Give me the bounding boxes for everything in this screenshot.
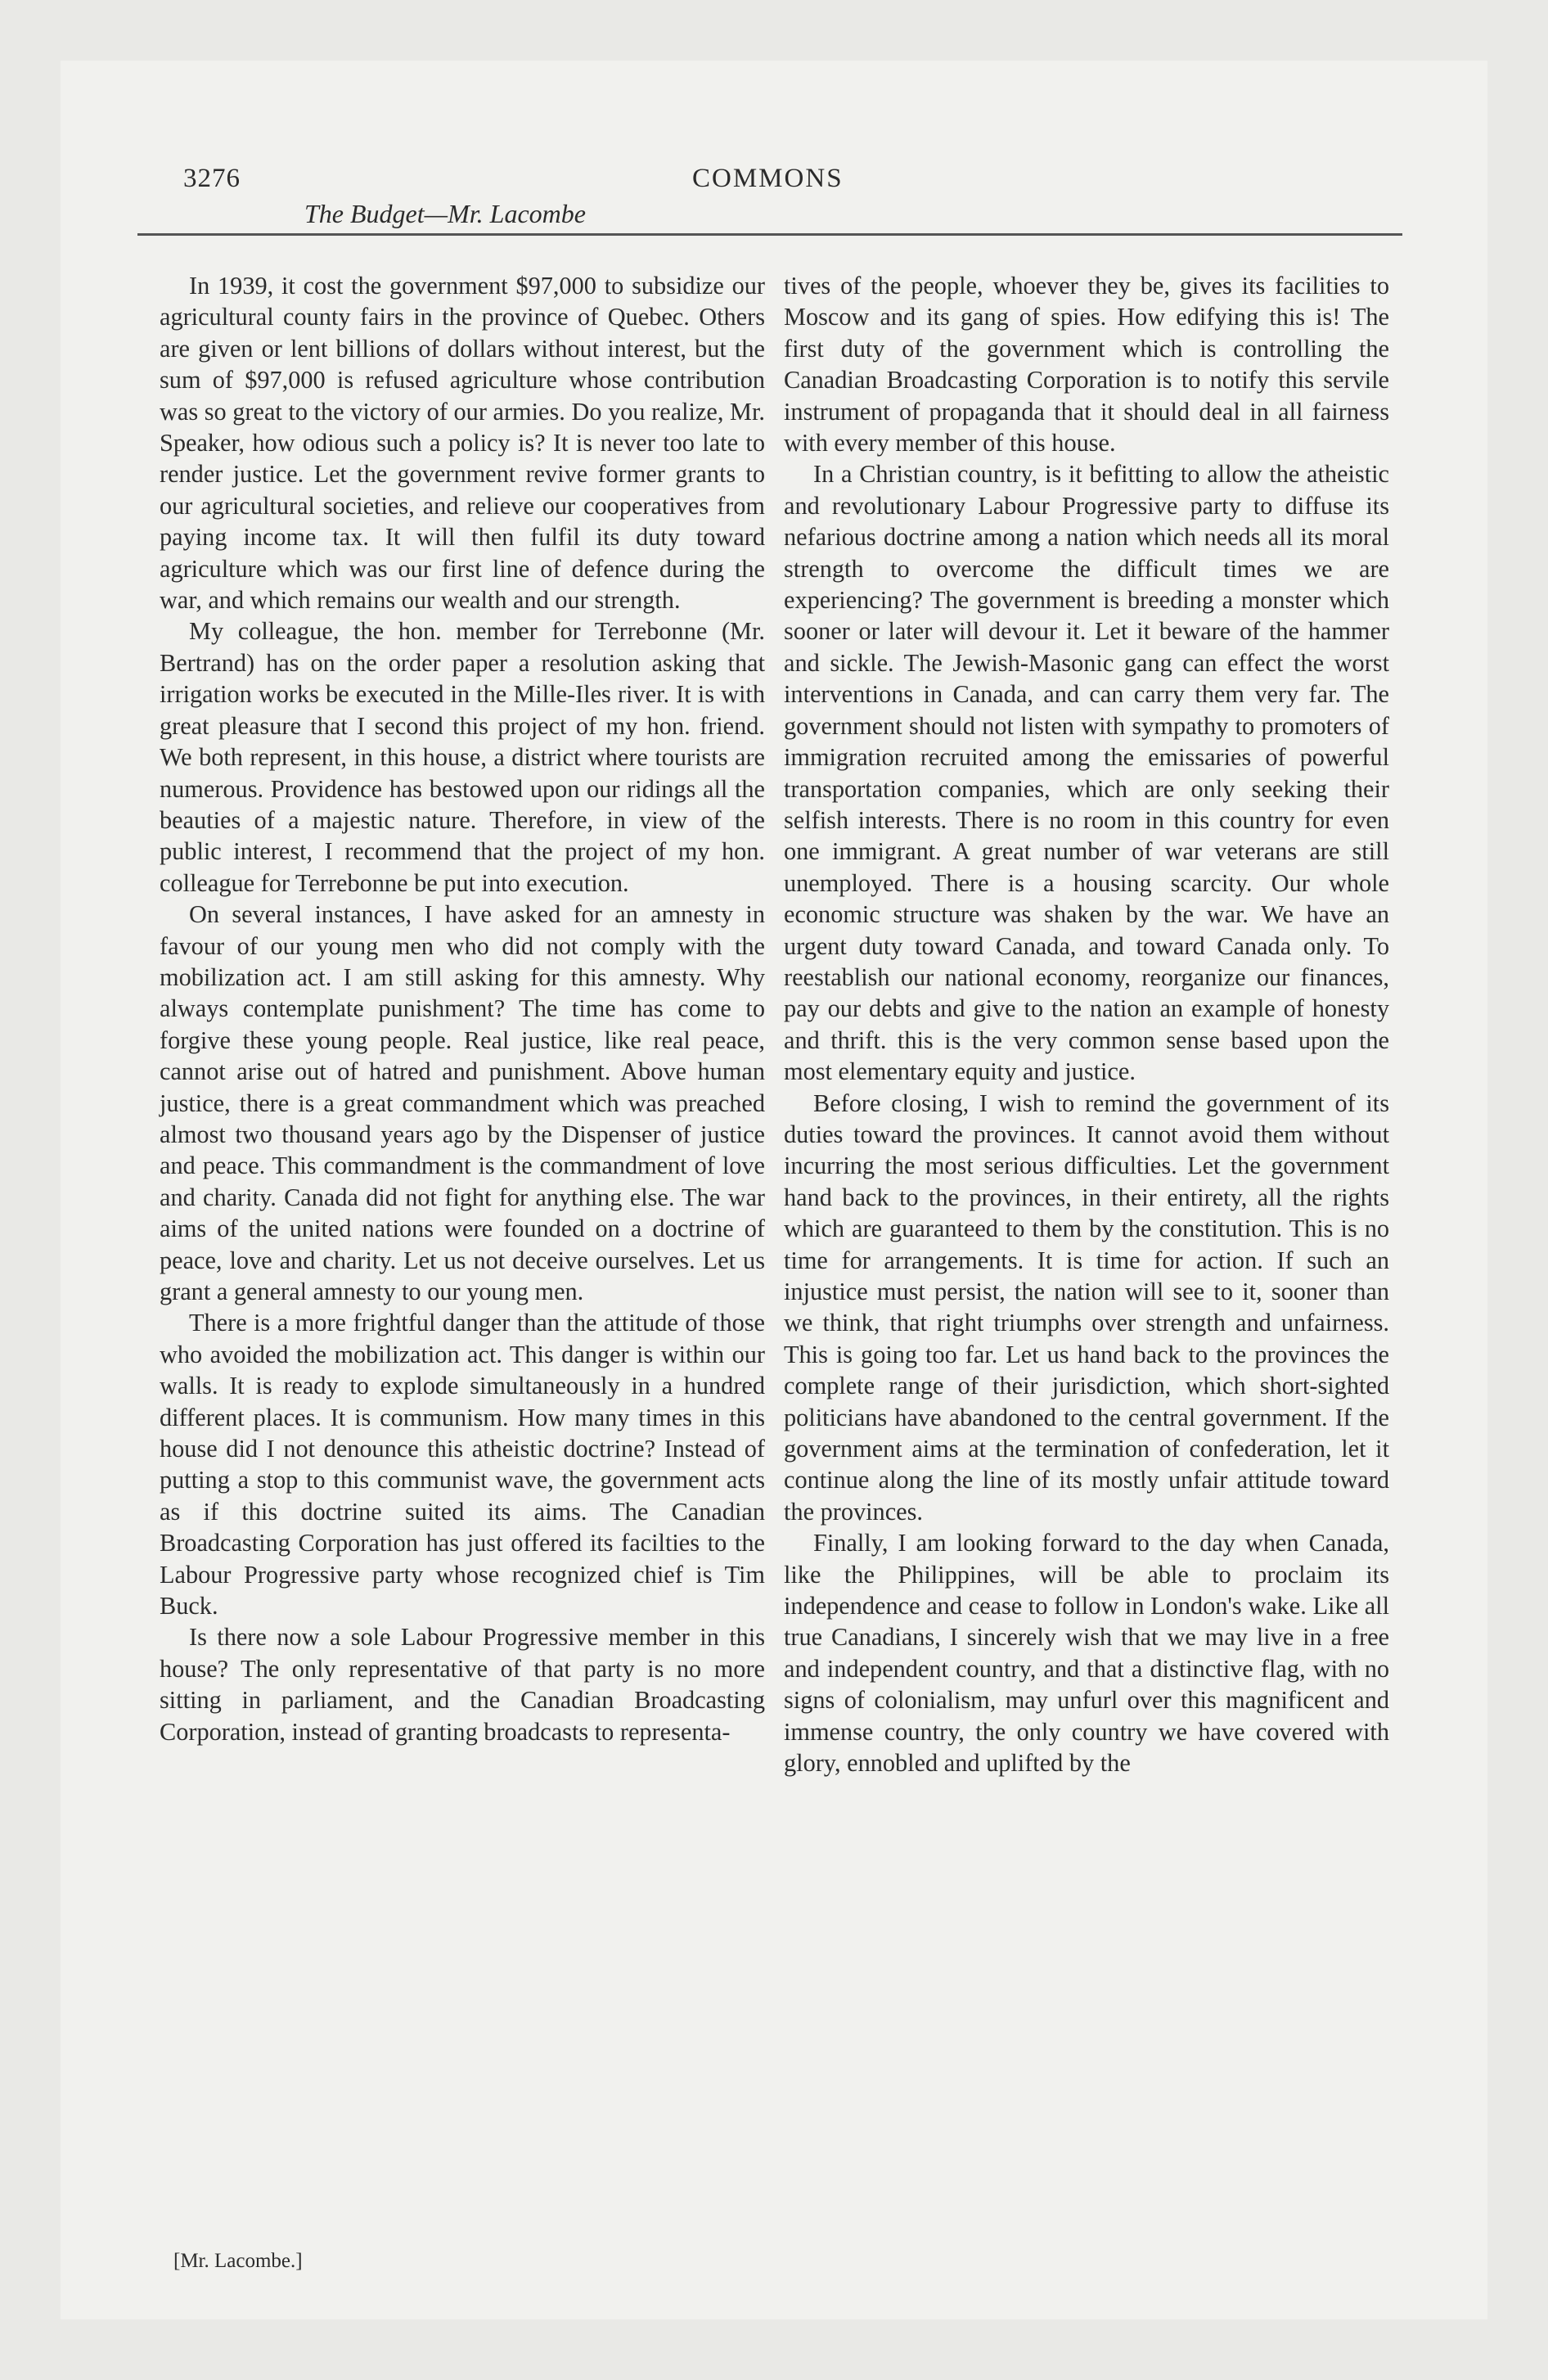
speaker-note: [Mr. Lacombe.] bbox=[173, 2250, 303, 2272]
paragraph: In 1939, it cost the government $97,000 to subsidize our agricultural county fairs in the province of Quebec. Others are given or lent billions of dollars without interest, but the sum of $97,000 is refused agriculture whose contribution was so great to the victory of our armies. Do you realize, Mr. Speaker, how odious such a policy is? It is never too late to render justice. Let the government revive former grants to our agricultural societies, and relieve our cooperatives from paying income tax. It will then fulfil its duty toward agriculture which was our first line of defence during the war, and which remains our wealth and our strength. bbox=[160, 272, 765, 615]
paragraph: My colleague, the hon. member for Terrebonne (Mr. Bertrand) has on the order paper a resolution asking that irrigation works be executed in the Mille-Iles river. It is with great pleasure that I second this project of my hon. friend. We both represent, in this house, a district where tourists are numerous. Providence has bestowed upon our ridings all the beauties of a majestic nature. Therefore, in view of the public interest, I recommend that the project of my hon. colleague for Terrebonne be put into execution. bbox=[160, 617, 765, 897]
paragraph: Is there now a sole Labour Progressive member in this house? The only representative of that party is no more sitting in parliament, and the Canadian Broadcasting Corporation, instead of granting broadcasts to representa- bbox=[160, 1623, 765, 1746]
paragraph: tives of the people, whoever they be, gives its facilities to Moscow and its gang of spies. How edifying this is! The first duty of the government which is controlling the Canadian Broadcasting Corporation is to notify this servile instrument of propaganda that it should deal in all fairness with every member of this house. bbox=[784, 272, 1389, 458]
page-number: 3276 bbox=[183, 164, 241, 193]
paragraph: Before closing, I wish to remind the government of its duties toward the provinces. It cannot avoid them without incurring the most serious difficulties. Let the government hand back to the provinces, in their entirety, all the rights which are guaranteed to them by the constitution. This is no time for arrangements. It is time for action. If such an injustice must persist, the nation will see to it, sooner than we think, that right triumphs over strength and unfairness. This is going too far. Let us hand back to the provinces the complete range of their jurisdiction, which short-sighted politicians have abandoned to the central government. If the government aims at the termination of confederation, let it continue along the line of its mostly unfair attitude toward the provinces. bbox=[784, 1089, 1389, 1526]
section-title: COMMONS bbox=[692, 164, 844, 193]
running-head: The Budget—Mr. Lacombe bbox=[304, 199, 586, 228]
right-column bbox=[784, 270, 1389, 1779]
paragraph: On several instances, I have asked for an amnesty in favour of our young men who did not comply with the mobilization act. I am still asking for this amnesty. Why always contemplate punishment? The time has come to forgive these young people. Real justice, like real peace, cannot arise out of hatred and punishment. Above human justice, there is a great commandment which was preached almost two thousand years ago by the Dispenser of justice and peace. This commandment is the commandment of love and charity. Canada did not fight for anything else. The war aims of the united nations were founded on a doctrine of peace, love and charity. Let us not deceive ourselves. Let us grant a general amnesty to our young men. bbox=[160, 900, 765, 1305]
paragraph: There is a more frightful danger than the attitude of those who avoided the mobilization act. This danger is within our walls. It is ready to explode simultaneously in a hundred different places. It is communism. How many times in this house did I not denounce this atheistic doctrine? Instead of putting a stop to this communist wave, the government acts as if this doctrine suited its aims. The Canadian Broadcasting Corporation has just offered its facilties to the Labour Progressive party whose recognized chief is Tim Buck. bbox=[160, 1309, 765, 1620]
left-column bbox=[160, 270, 765, 1747]
header-rule bbox=[137, 233, 1402, 236]
paragraph: In a Christian country, is it befitting to allow the atheistic and revolutionary Labour Progressive party to diffuse its nefarious doctrine among a nation which needs all its moral strength to overcome the difficult times we are experiencing? The government is breeding a monster which sooner or later will devour it. Let it beware of the hammer and sickle. The Jewish-Masonic gang can effect the worst interventions in Canada, and can carry them very far. The government should not listen with sympathy to promoters of immigration recruited among the emissaries of powerful transportation companies, which are only seeking their selfish interests. There is no room in this country for even one immigrant. A great number of war veterans are still unemployed. There is a housing scarcity. Our whole economic structure was shaken by the war. We have an urgent duty toward Canada, and toward Canada only. To reestablish our national economy, reorganize our finances, pay our debts and give to the nation an example of honesty and thrift. this is the very common sense based upon the most elementary equity and justice. bbox=[784, 460, 1389, 1086]
paragraph: Finally, I am looking forward to the day when Canada, like the Philippines, will be able to proclaim its independence and cease to follow in London's wake. Like all true Canadians, I sincerely wish that we may live in a free and independent country, and that a distinctive flag, with no signs of colonialism, may unfurl over this magnificent and immense country, the only country we have covered with glory, ennobled and uplifted by the bbox=[784, 1529, 1389, 1778]
